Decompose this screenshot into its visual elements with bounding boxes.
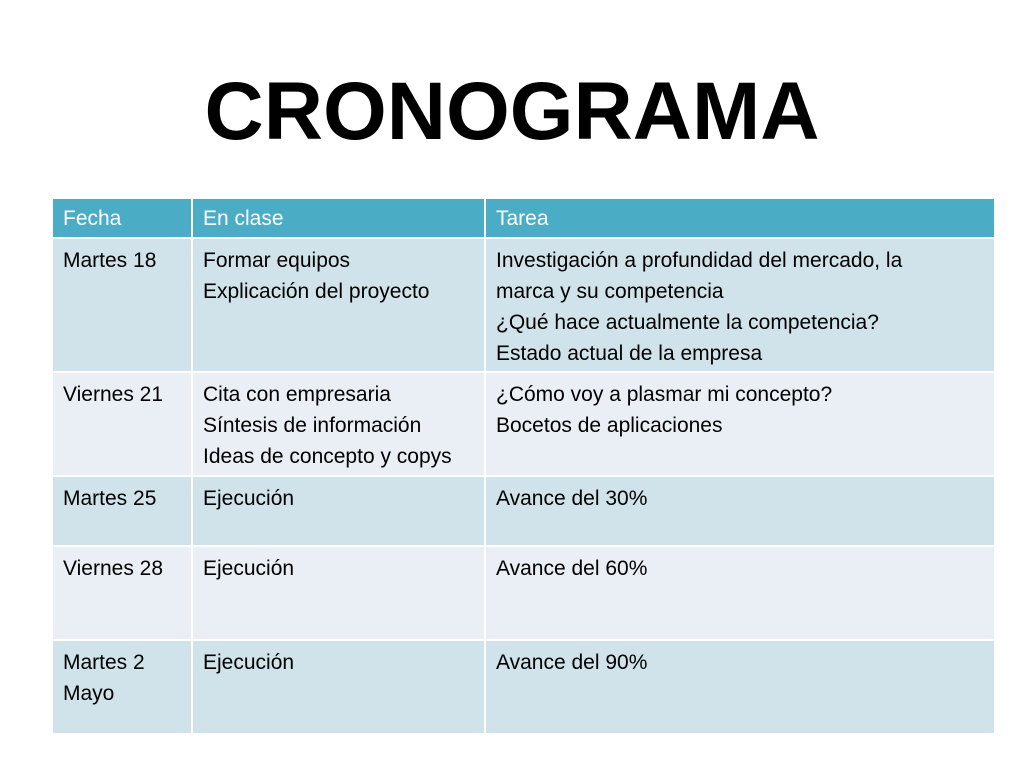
cell-line: Martes 18	[63, 249, 157, 272]
cell-line: Investigación a profundidad del mercado, la	[496, 249, 903, 272]
cell-fecha	[52, 372, 192, 476]
cell-line: ¿Qué hace actualmente la competencia?	[496, 311, 879, 334]
schedule-table	[51, 197, 996, 735]
cell-line: Cita con empresaria	[203, 383, 391, 406]
header-tarea: Tarea	[485, 198, 995, 238]
cell-line: Estado actual de la empresa	[496, 342, 763, 365]
cell-line: ¿Cómo voy a plasmar mi concepto?	[496, 383, 833, 406]
table-row	[52, 476, 995, 546]
cell-fecha	[52, 546, 192, 640]
header-fecha: Fecha	[52, 198, 192, 238]
cell-en-clase	[192, 546, 485, 640]
cell-line: Viernes 28	[63, 557, 164, 580]
cell-line: Ideas de concepto y copys	[203, 445, 452, 468]
cell-tarea	[485, 238, 995, 372]
table-row	[52, 546, 995, 640]
cell-line: Martes 25	[63, 487, 157, 510]
cell-line: Formar equipos	[203, 249, 351, 272]
cell-fecha	[52, 238, 192, 372]
cell-en-clase	[192, 476, 485, 546]
table-row	[52, 238, 995, 372]
cell-line: Avance del 90%	[496, 651, 648, 674]
cell-line: Avance del 30%	[496, 487, 648, 510]
table-row	[52, 372, 995, 476]
cell-line: Mayo	[63, 682, 115, 705]
cell-en-clase	[192, 640, 485, 734]
cell-line: Síntesis de información	[203, 414, 422, 437]
cell-tarea	[485, 640, 995, 734]
cell-line: Martes 2	[63, 651, 145, 674]
table-row	[52, 640, 995, 734]
cell-line: Bocetos de aplicaciones	[496, 414, 723, 437]
cell-tarea	[485, 476, 995, 546]
cell-en-clase	[192, 372, 485, 476]
cell-fecha	[52, 640, 192, 734]
cell-tarea	[485, 546, 995, 640]
cell-line: Ejecución	[203, 487, 295, 510]
cell-en-clase	[192, 238, 485, 372]
cell-tarea	[485, 372, 995, 476]
header-en-clase: En clase	[192, 198, 485, 238]
cell-line: Explicación del proyecto	[203, 280, 430, 303]
cell-line: Viernes 21	[63, 383, 164, 406]
slide-title: CRONOGRAMA	[204, 66, 820, 157]
cell-line: Ejecución	[203, 557, 295, 580]
cell-line: Avance del 60%	[496, 557, 648, 580]
table-header-row	[52, 198, 995, 238]
cell-line: Ejecución	[203, 651, 295, 674]
cell-line: marca y su competencia	[496, 280, 724, 303]
cell-fecha	[52, 476, 192, 546]
